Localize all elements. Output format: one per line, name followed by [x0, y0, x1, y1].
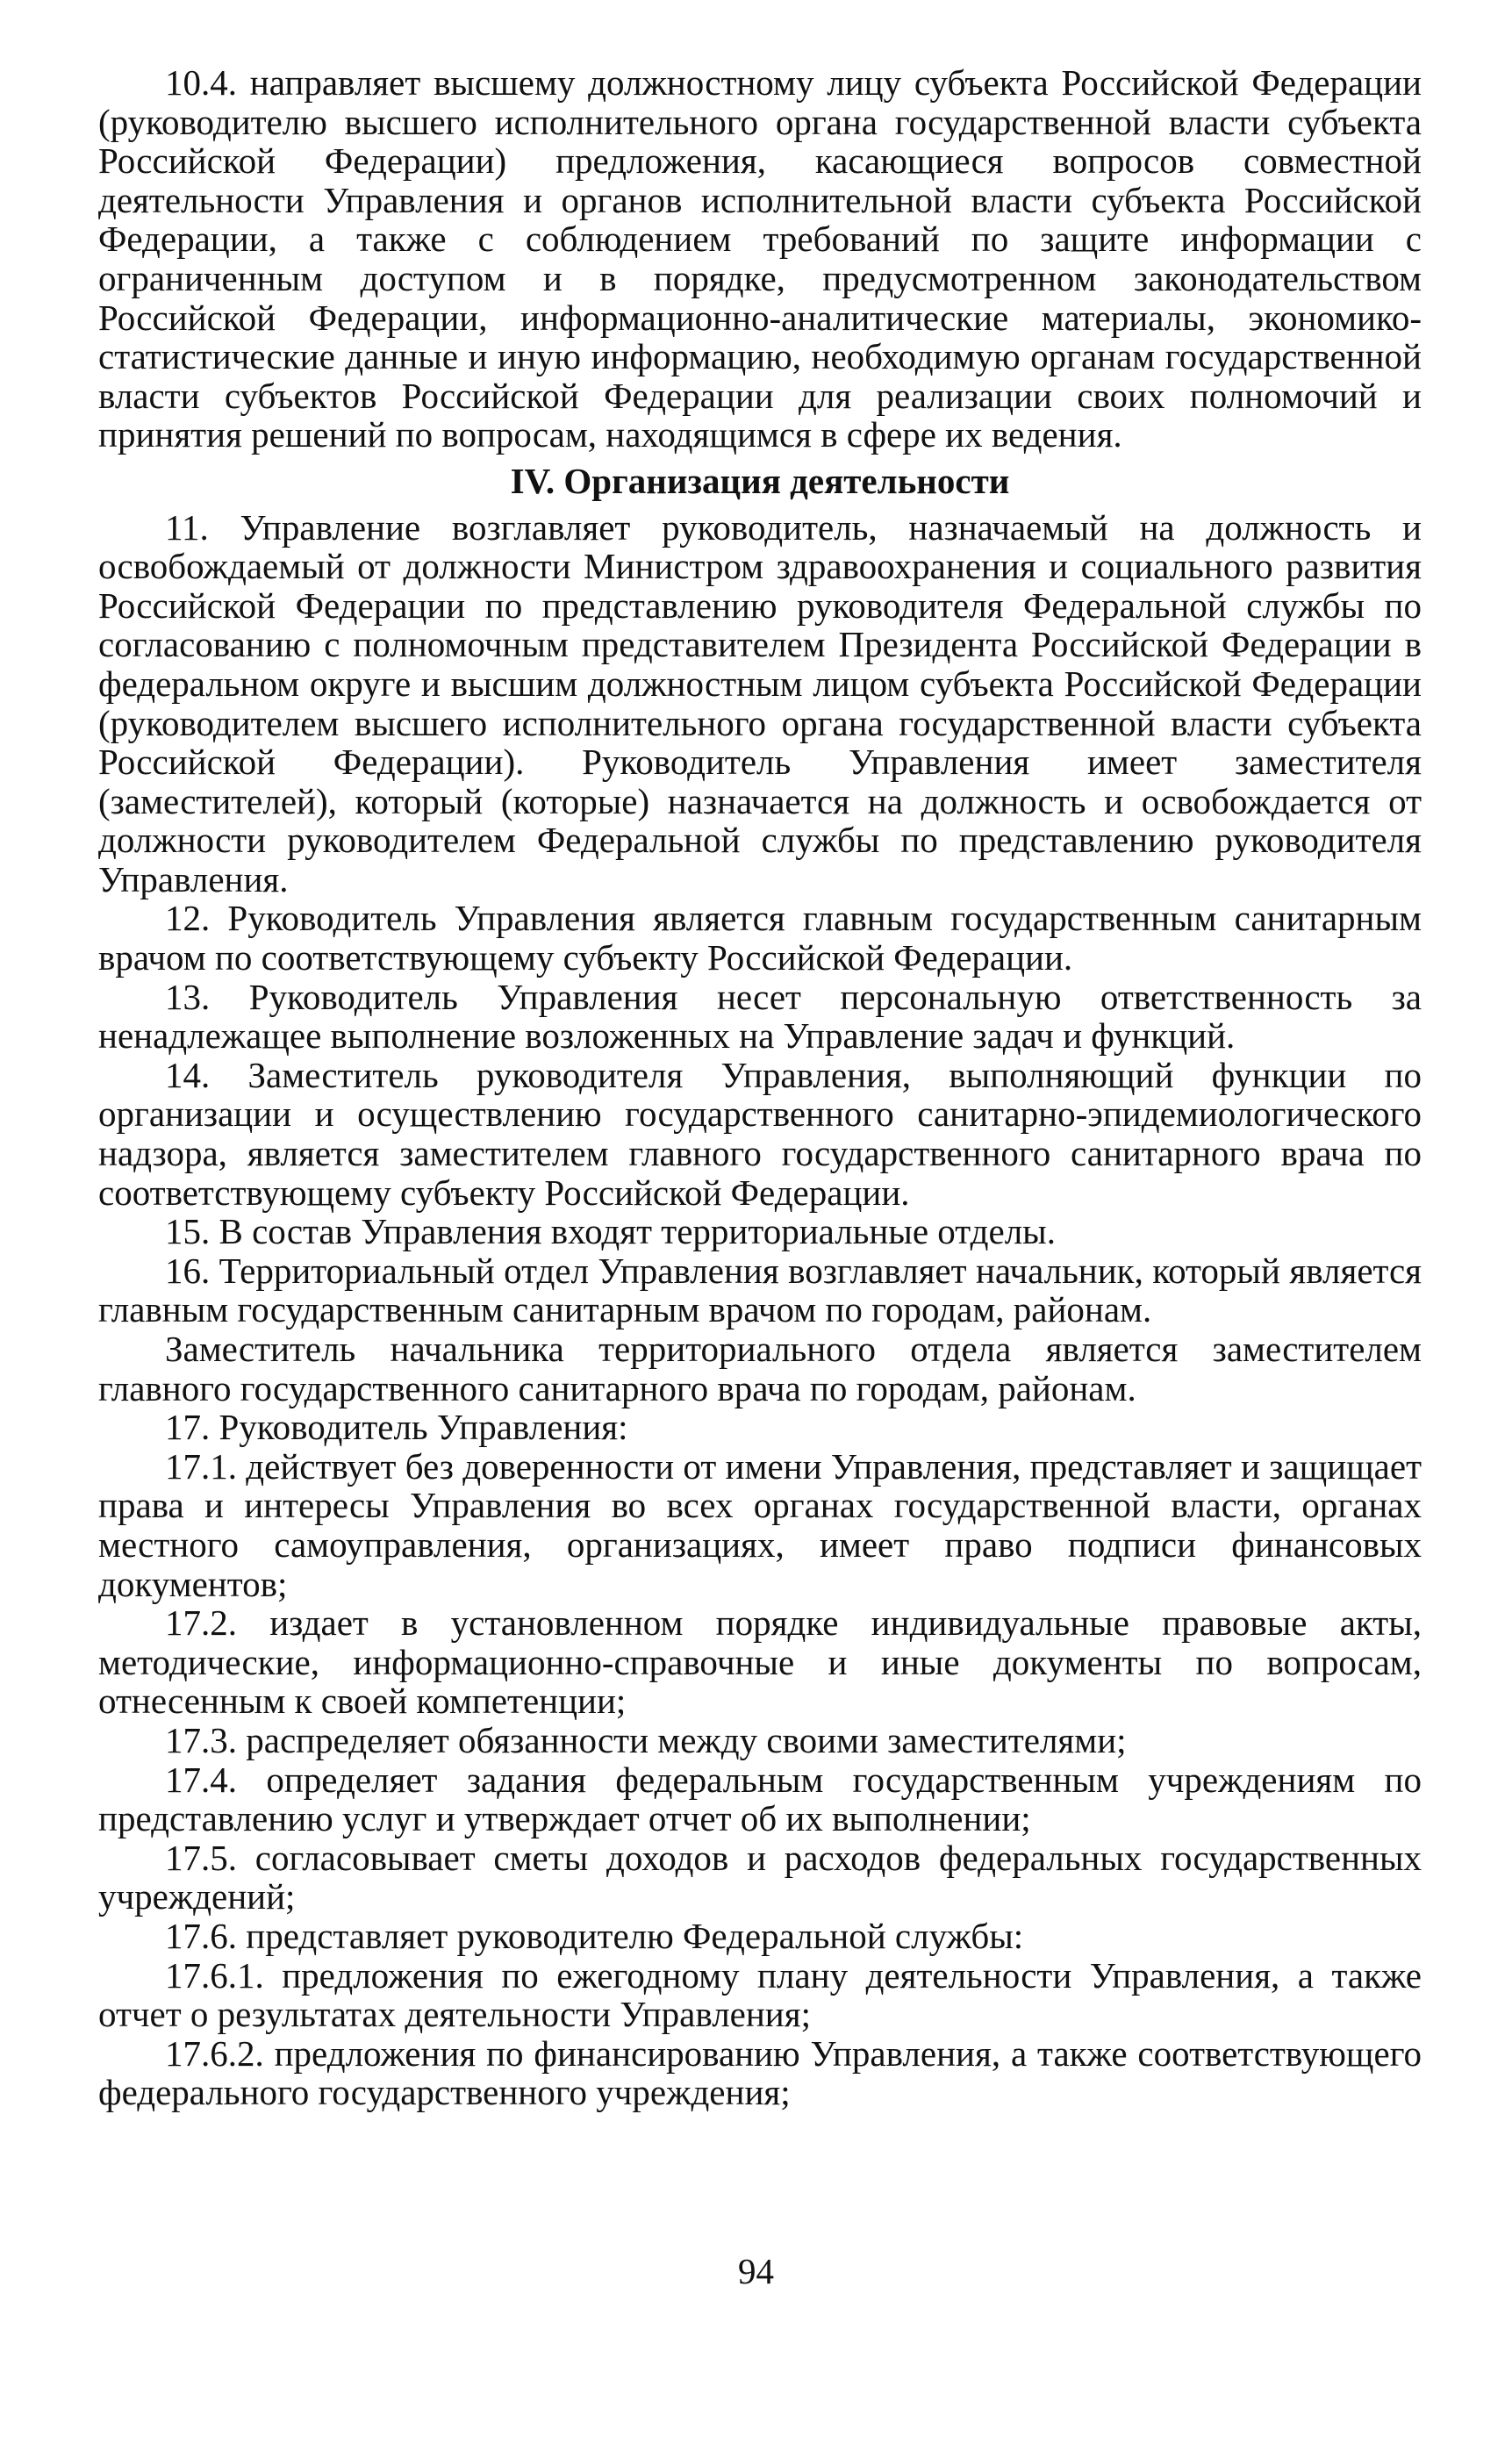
paragraph-17-1: 17.1. действует без доверенности от имени Управления, представляет и защищает права и интересы Управления во всех органах государственной власти, органах местного самоуправления, организациях, имеет право подписи финансовых документов;: [98, 1445, 1422, 1604]
paragraph-17-2: 17.2. издает в установленном порядке индивидуальные правовые акты, методические, информационно-справочные и иные документы по вопросам, отнесенным к своей компетенции;: [98, 1602, 1422, 1722]
page-number: 94: [738, 2251, 774, 2291]
paragraph-11: 11. Управление возглавляет руководитель, назначаемый на должность и освобождаемый от должности Министром здравоохранения и социального развития Российской Федерации по представлению руководителя Федеральной службы по согласованию с полномочным представителем Президента Российской Федерации в федеральном округе и высшим должностным лицом субъекта Российской Федерации (руководителем высшего исполнительного органа государственной власти субъекта Российской Федерации). Руководитель Управления имеет заместителя (заместителей), который (которые) назначается на должность и освобождается от должности руководителем Федеральной службы по представлению руководителя Управления.: [98, 506, 1422, 899]
paragraph-17-6: 17.6. представляет руководителю Федеральной службы:: [165, 1915, 1024, 1956]
section-heading: IV. Организация деятельности: [510, 460, 1010, 501]
paragraph-17-5: 17.5. согласовывает сметы доходов и расходов федеральных государственных учреждений;: [98, 1837, 1422, 1917]
paragraph-17-4: 17.4. определяет задания федеральным государственным учреждениям по представлению услуг и утверждает отчет об их выполнении;: [98, 1759, 1422, 1839]
paragraph-17: 17. Руководитель Управления:: [165, 1407, 628, 1448]
paragraph-15: 15. В состав Управления входят территориальные отделы.: [165, 1211, 1056, 1252]
paragraph-10-4: 10.4. направляет высшему должностному лицу субъекта Российской Федерации (руководителю высшего исполнительного органа государственной власти субъекта Российской Федерации) предложения, касающиеся вопросов совместной деятельности Управления и органов исполнительной власти субъекта Российской Федерации, а также с соблюдением требований по защите информации с ограниченным доступом и в порядке, предусмотренном законодательством Российской Федерации, информационно-аналитические материалы, экономико-статистические данные и иную информацию, необходимую органам государственной власти субъектов Российской Федерации для реализации своих полномочий и принятия решений по вопросам, находящимся в сфере их ведения.: [98, 62, 1422, 455]
paragraph-14: 14. Заместитель руководителя Управления, выполняющий функции по организации и осуществлению государственного санитарно-эпидемиологического надзора, является заместителем главного государственного санитарного врача по соответствующему субъекту Российской Федерации.: [98, 1054, 1422, 1213]
paragraph-17-6-1: 17.6.1. предложения по ежегодному плану деятельности Управления, а также отчет о результатах деятельности Управления;: [98, 1954, 1422, 2035]
paragraph-17-6-2: 17.6.2. предложения по финансированию Управления, а также соответствующего федерального государственного учреждения;: [98, 2032, 1422, 2113]
paragraph-16-deputy: Заместитель начальника территориального отдела является заместителем главного государственного санитарного врача по городам, районам.: [98, 1329, 1422, 1408]
paragraph-17-3: 17.3. распределяет обязанности между своими заместителями;: [165, 1719, 1127, 1760]
paragraph-13: 13. Руководитель Управления несет персональную ответственность за ненадлежащее выполнение возложенных на Управление задач и функций.: [98, 976, 1422, 1057]
document-page: [98, 63, 1422, 2112]
paragraph-16: 16. Территориальный отдел Управления возглавляет начальник, который является главным государственным санитарным врачом по городам, районам.: [98, 1250, 1422, 1330]
paragraph-12: 12. Руководитель Управления является главным государственным санитарным врачом по соответствующему субъекту Российской Федерации.: [98, 898, 1422, 978]
